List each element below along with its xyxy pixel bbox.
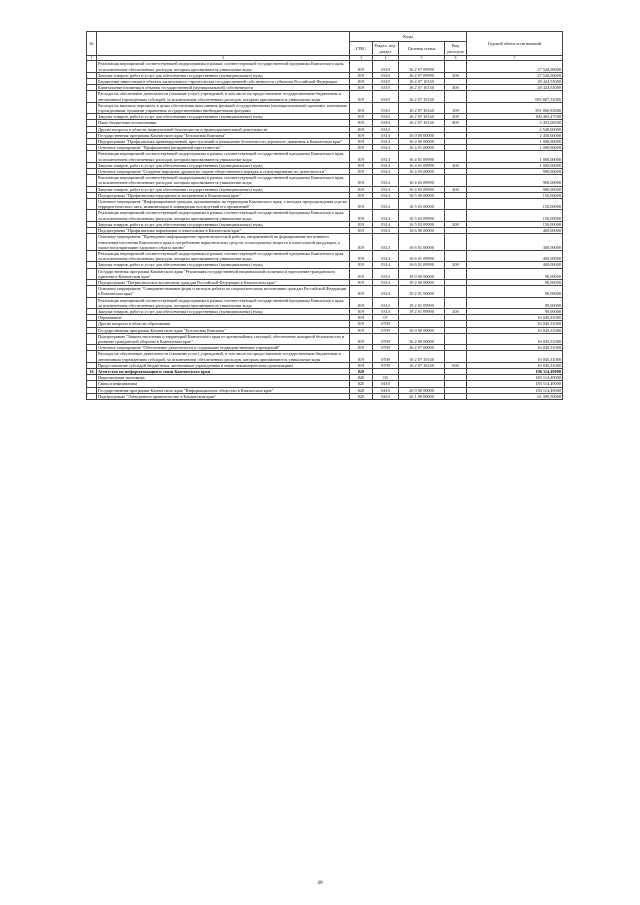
row-amount: 1 900,00000 [467,139,563,145]
row-target: 16 6 01 00000 [399,234,445,251]
row-expense-type: 200 [445,262,467,268]
row-grbs: 819 [350,210,373,221]
row-expense-type [445,210,467,221]
row-section: 0314 [373,234,399,251]
row-number [87,250,97,261]
row-name: Расходы на обеспечение деятельности (оказание услуг) учреждений, в том числе на предоставление государственным бюджетным и автономным учреждениям субсидий, за исключением обеспеченных расходов, которым присваиваются уникальные коды [97,91,350,102]
row-section: 0310 [373,114,399,120]
row-name: Подпрограмма "Защита населения и территорий Камчатского края от чрезвычайных ситуаций, обеспечение пожарной безопасности и развитие гражданской обороны в Камчатском крае" [97,333,350,344]
row-section: 0314 [373,175,399,186]
row-amount: 196 114,49000 [467,368,563,374]
row-target: 16 4 00 00000 [399,139,445,145]
column-index: 3 [350,56,373,61]
row-grbs: 819 [350,333,373,344]
row-section: 0410 [373,381,399,387]
row-section: 0314 [373,268,399,279]
row-grbs: 819 [350,268,373,279]
row-expense-type [445,151,467,162]
table-row [87,333,563,344]
row-name: Другие вопросы в области национальной безопасности и правоохранительной деятельности [97,126,350,132]
header-grbs: ГРБС [350,42,373,56]
table-row [87,268,563,279]
row-grbs: 819 [350,162,373,168]
row-target: 20 1 00 00000 [399,393,445,399]
row-section: 0709 [373,321,399,327]
row-number [87,234,97,251]
row-section: 0314 [373,286,399,297]
row-grbs: 819 [350,72,373,78]
row-amount: 90,00000 [467,268,563,279]
row-section: 0314 [373,169,399,175]
row-expense-type [445,250,467,261]
row-target: 16 0 00 00000 [399,327,445,333]
row-name: Расходы на обеспечение деятельности (оказание услуг) учреждений, в том числе на предоставление государственным бюджетным и автономным учреждениям субсидий, за исключением обеспеченных расходов, которым присваиваются уникальные коды [97,351,350,362]
row-name: Закупка товаров, работ и услуг для обеспечения государственных (муниципальных) нужд [97,308,350,314]
row-grbs: 819 [350,345,373,351]
row-amount: 16 045,31000 [467,315,563,321]
row-number [87,102,97,113]
row-amount: 90,00000 [467,308,563,314]
row-section: 0314 [373,151,399,162]
row-amount: 183 114,49000 [467,375,563,381]
row-section: 0314 [373,192,399,198]
row-section: 0709 [373,351,399,362]
row-amount: 400,00000 [467,228,563,234]
row-section: 0314 [373,221,399,227]
row-name: Основное мероприятие "Совершенствование форм и методов работы по патриотическому воспитанию граждан Российской Федерации в Камчатском крае" [97,286,350,297]
budget-rows [87,61,563,400]
row-section: 0709 [373,327,399,333]
page-number: 48 [317,880,323,886]
row-expense-type [445,199,467,210]
row-name: Подпрограмма "Профилактика терроризма и экстремизма в Камчатском крае" [97,192,350,198]
row-grbs: 820 [350,375,373,381]
row-grbs: 819 [350,120,373,126]
row-amount: 27 520,00000 [467,61,563,72]
row-amount: 90,00000 [467,286,563,297]
row-grbs: 819 [350,102,373,113]
row-amount: 100 493,47500 [467,114,563,120]
row-name: Реализация мероприятий соответствующей подпрограммы в рамках соответствующей государственной программы Камчатского края, за исключением обеспеченных расходов, которым присваиваются уникальные коды [97,151,350,162]
row-grbs: 819 [350,351,373,362]
row-section: 0314 [373,186,399,192]
row-amount: 16 045,31000 [467,351,563,362]
row-section: 0314 [373,262,399,268]
row-grbs: 819 [350,321,373,327]
row-expense-type [445,297,467,308]
header-expense-type: Вид расходов [445,42,467,56]
row-target: 16 5 03 00000 [399,199,445,210]
row-target: 16 6 00 00000 [399,228,445,234]
table-row [87,102,563,113]
row-amount: 27 520,00000 [467,72,563,78]
table-row [87,286,563,297]
row-name: Образование [97,315,350,321]
row-target: 16 5 00 00000 [399,192,445,198]
row-amount: 900,00000 [467,186,563,192]
row-name: Закупка товаров, работ и услуг для обеспечения государственных (муниципальных) нужд [97,262,350,268]
row-name: Связь и информатика [97,381,350,387]
row-name: Реализация мероприятий соответствующей подпрограммы в рамках соответствующей государственной программы Камчатского края, за исключением обеспеченных расходов, которым присваиваются уникальные коды [97,61,350,72]
row-section: 0314 [373,279,399,285]
table-row [87,199,563,210]
row-amount: 150,00000 [467,210,563,221]
budget-sheet [86,31,562,400]
row-section: 0314 [373,162,399,168]
row-amount: 900,00000 [467,175,563,186]
column-index: 2 [97,56,350,61]
row-target: 19 0 00 00000 [399,268,445,279]
row-amount: 16 045,31000 [467,345,563,351]
row-name: Капитальные вложения в объекты государственной (муниципальной) собственности [97,85,350,91]
row-target: 16 5 03 09990 [399,221,445,227]
row-target: 16 2 07 10140 [399,362,445,368]
row-section: 0410 [373,393,399,399]
row-name: Государственная программа Камчатского края "Безопасная Камчатка" [97,132,350,138]
table-row [87,91,563,102]
row-number [87,175,97,186]
header-section: Раздел, под-раздел [374,43,397,54]
row-name: Бюджетные инвестиции в объекты капитального строительства государственной собственности субъектов Российской Федерации [97,79,350,85]
row-name: Закупка товаров, работ и услуг для обеспечения государственных (муниципальных) нужд [97,162,350,168]
row-target: 16 4 01 00000 [399,145,445,151]
row-name: Реализация мероприятий соответствующей подпрограммы в рамках соответствующей государственной программы Камчатского края, за исключением обеспеченных расходов, которым присваиваются уникальные коды [97,250,350,261]
row-expense-type [445,234,467,251]
row-amount: 400,00000 [467,262,563,268]
row-target: 16 6 01 09990 [399,262,445,268]
table-row [87,61,563,72]
table-row [87,151,563,162]
row-target: 16 2 07 00000 [399,345,445,351]
row-expense-type: 100 [445,102,467,113]
row-grbs: 819 [350,315,373,321]
row-name: Предоставление субсидий бюджетным, автономным учреждениям и иным некоммерческим организациям [97,362,350,368]
row-amount: 900,00000 [467,169,563,175]
row-expense-type [445,268,467,279]
row-expense-type: 200 [445,162,467,168]
row-grbs: 820 [350,381,373,387]
row-amount: 16 045,31000 [467,362,563,368]
row-target: 19 2 01 09990 [399,308,445,314]
row-grbs: 819 [350,132,373,138]
row-target: 16 2 07 10140 [399,120,445,126]
row-amount: 1 000,00000 [467,162,563,168]
row-target: 16 6 01 09990 [399,250,445,261]
table-row [87,210,563,221]
row-section: 0314 [373,308,399,314]
row-section: 0314 [373,199,399,210]
row-amount: 150,00000 [467,221,563,227]
table-row [87,234,563,251]
row-target: 16 2 07 10140 [399,351,445,362]
row-expense-type [445,61,467,72]
row-grbs: 819 [350,175,373,186]
table-row [87,297,563,308]
row-target: 16 4 01 09990 [399,162,445,168]
row-number [87,210,97,221]
row-grbs: 819 [350,362,373,368]
row-amount: 3 453,00500 [467,120,563,126]
row-expense-type [445,91,467,102]
row-amount: 150,00000 [467,199,563,210]
row-amount: 2 540,00000 [467,126,563,132]
row-name: Подпрограмма "Электронное правительство в Камчатском крае" [97,393,350,399]
row-number [87,268,97,279]
row-number [87,199,97,210]
row-section: 0310 [373,72,399,78]
row-grbs: 819 [350,199,373,210]
row-name: Расходы на выплаты персоналу в целях обеспечения выполнения функций государственными (муниципальными) органами, казенными учреждениями, органами управления государственными внебюджетными фондами [97,102,350,113]
row-target: 16 2 07 10130 [399,85,445,91]
row-expense-type [445,351,467,362]
table-row [87,250,563,261]
row-grbs: 819 [350,85,373,91]
row-expense-type [445,286,467,297]
row-expense-type [445,393,467,399]
row-grbs: 819 [350,308,373,314]
row-number: 16 [87,368,97,374]
row-name: Основное мероприятие "Создание народных дружин по охране общественного порядка и стимулирование их деятельности" [97,169,350,175]
header-num: № [87,32,97,56]
row-section: 0314 [373,132,399,138]
row-expense-type [445,175,467,186]
row-amount: 90,00000 [467,297,563,308]
row-grbs: 819 [350,91,373,102]
row-target: 16 4 01 09990 [399,151,445,162]
table-row [87,175,563,186]
row-section: 0410 [373,387,399,393]
row-section: 0310 [373,79,399,85]
row-target: 16 5 03 09990 [399,210,445,221]
column-index: 6 [445,56,467,61]
row-section: 0310 [373,85,399,91]
row-grbs: 820 [350,387,373,393]
row-grbs: 819 [350,192,373,198]
row-amount: 150,00000 [467,192,563,198]
header-codes: Коды [350,32,467,42]
row-section: 0314 [373,145,399,151]
row-section: 0310 [373,61,399,72]
row-target: 19 2 01 00000 [399,286,445,297]
row-grbs: 819 [350,279,373,285]
row-name: Реализация мероприятий соответствующей подпрограммы в рамках соответствующей государственной программы Камчатского края, за исключением обеспеченных расходов, которым присваиваются уникальные коды [97,297,350,308]
row-amount: 400,00000 [467,234,563,251]
row-name: Основное мероприятие "Информирование граждан, проживающих на территории Камчатского края, о методах предупреждения угрозы террористического акта, минимизации и ликвидации последствий его проявлений" [97,199,350,210]
row-target: 16 2 07 10140 [399,91,445,102]
row-grbs: 819 [350,327,373,333]
row-amount: 28 424,53000 [467,85,563,91]
row-name: Государственная программа Камчатского края "Информационное общество в Камчатском крае" [97,387,350,393]
row-section: 0314 [373,126,399,132]
row-expense-type: 200 [445,221,467,227]
row-target: 16 4 03 09990 [399,175,445,186]
row-grbs: 819 [350,61,373,72]
row-grbs: 819 [350,228,373,234]
row-grbs: 819 [350,297,373,308]
row-amount: 400,00000 [467,250,563,261]
column-index: 5 [399,56,445,61]
row-name: Реализация мероприятий соответствующей подпрограммы в рамках соответствующей государственной программы Камчатского края, за исключением обеспеченных расходов, которым присваиваются уникальные коды [97,210,350,221]
row-name: Агентство по информатизации и связи Камчатского края [97,368,350,374]
row-number [87,393,97,399]
row-grbs: 820 [350,393,373,399]
row-section: 0709 [373,333,399,344]
row-grbs: 819 [350,114,373,120]
row-grbs: 820 [350,368,373,374]
budget-table [86,31,563,400]
row-name: Основное мероприятие "Профилактика рецидивной преступности" [97,145,350,151]
row-target: 19 2 00 00000 [399,279,445,285]
row-grbs: 819 [350,250,373,261]
row-amount: 16 045,31000 [467,333,563,344]
row-section: 0314 [373,297,399,308]
row-name: Государственная программа Камчатского края "Безопасная Камчатка" [97,327,350,333]
row-grbs: 819 [350,186,373,192]
row-target: 19 2 01 09990 [399,297,445,308]
row-name: Подпрограмма "Профилактика правонарушений, преступлений и повышение безопасности дорожного движения в Камчатском крае" [97,139,350,145]
row-name: Закупка товаров, работ и услуг для обеспечения государственных (муниципальных) нужд [97,114,350,120]
row-section: 0314 [373,228,399,234]
header-annual: Годовой объем ассигнований [467,32,563,56]
row-name: Основное мероприятие "Обеспечение деятельности и содержание подведомственных учреждений" [97,345,350,351]
row-amount: 16 045,31000 [467,321,563,327]
row-section: 07 [373,315,399,321]
row-number [87,151,97,162]
row-section: 04 [373,375,399,381]
row-section: 0314 [373,250,399,261]
row-grbs: 819 [350,169,373,175]
row-amount: 183 114,49000 [467,381,563,387]
row-grbs: 819 [350,234,373,251]
table-row [87,393,563,399]
row-amount: 90,00000 [467,279,563,285]
row-grbs: 819 [350,221,373,227]
row-section: 0709 [373,362,399,368]
row-target: 16 0 00 00000 [399,132,445,138]
row-grbs: 819 [350,151,373,162]
column-index: 1 [87,56,97,61]
row-name: Основное мероприятие "Проведение информационно-пропагандистской работы, направленной на формирование негативного отношения населения Камчатского края к потреблению наркотических средств, психотропных веществ и алкогольной продукции, а также популяризацию здорового образа жизни" [97,234,350,251]
row-name: Другие вопросы в области образования [97,321,350,327]
row-name: Реализация мероприятий соответствующей подпрограммы в рамках соответствующей государственной программы Камчатского края, за исключением обеспеченных расходов, которым присваиваются уникальные коды [97,175,350,186]
row-name: Подпрограмма "Профилактика наркомании и алкоголизма в Камчатском крае" [97,228,350,234]
row-amount: 183 114,49000 [467,387,563,393]
row-number [87,286,97,297]
row-target: 16 4 03 09990 [399,186,445,192]
row-amount: 1 000,00000 [467,145,563,151]
row-section: 0314 [373,139,399,145]
row-amount: 2 450,00000 [467,132,563,138]
row-grbs: 819 [350,262,373,268]
row-expense-type [445,333,467,344]
row-expense-type: 200 [445,114,467,120]
row-number [87,91,97,102]
row-expense-type: 400 [445,85,467,91]
row-number [87,333,97,344]
row-expense-type: 600 [445,362,467,368]
row-section: 0709 [373,345,399,351]
header-name [97,32,350,56]
row-name: Закупка товаров, работ и услуг для обеспечения государственных (муниципальных) нужд [97,186,350,192]
row-amount: 1 000,00000 [467,151,563,162]
row-grbs: 819 [350,286,373,297]
row-target: 16 2 07 09990 [399,61,445,72]
row-expense-type: 800 [445,120,467,126]
row-amount: 28 424,53000 [467,79,563,85]
row-section: 0314 [373,210,399,221]
row-section: 0310 [373,102,399,113]
column-index: 7 [467,56,563,61]
row-target: 16 2 07 10130 [399,79,445,85]
row-target: 16 2 07 09990 [399,72,445,78]
row-amount: 16 045,31000 [467,327,563,333]
row-name: Национальная экономика [97,375,350,381]
row-expense-type: 200 [445,186,467,192]
row-section: 0310 [373,120,399,126]
row-name: Закупка товаров, работ и услуг для обеспечения государственных (муниципальных) нужд [97,221,350,227]
row-target: 16 2 07 10140 [399,102,445,113]
row-number [87,61,97,72]
row-expense-type: 200 [445,72,467,78]
row-amount: 61 399,50000 [467,393,563,399]
row-number [87,297,97,308]
row-grbs: 819 [350,145,373,151]
row-grbs: 819 [350,79,373,85]
row-name: Иные бюджетные ассигнования [97,120,350,126]
row-grbs: 819 [350,139,373,145]
row-target: 16 4 03 00000 [399,169,445,175]
row-amount: 695 807,31000 [467,91,563,102]
row-name: Государственная программа Камчатского края "Реализация государственной национальной политики и укрепление гражданского единства в Камчатском крае" [97,268,350,279]
row-grbs: 819 [350,126,373,132]
row-section: 0310 [373,91,399,102]
row-expense-type: 200 [445,308,467,314]
row-target: 16 2 07 10140 [399,114,445,120]
row-target: 20 0 00 00000 [399,387,445,393]
row-amount: 591 860,83000 [467,102,563,113]
row-name: Закупка товаров, работ и услуг для обеспечения государственных (муниципальных) нужд [97,72,350,78]
column-index: 4 [373,56,399,61]
table-row [87,351,563,362]
header-target: Целевая статья [399,42,445,56]
row-name: Подпрограмма "Патриотическое воспитание граждан Российской Федерации в Камчатском крае" [97,279,350,285]
row-number [87,351,97,362]
row-target: 16 2 00 00000 [399,333,445,344]
